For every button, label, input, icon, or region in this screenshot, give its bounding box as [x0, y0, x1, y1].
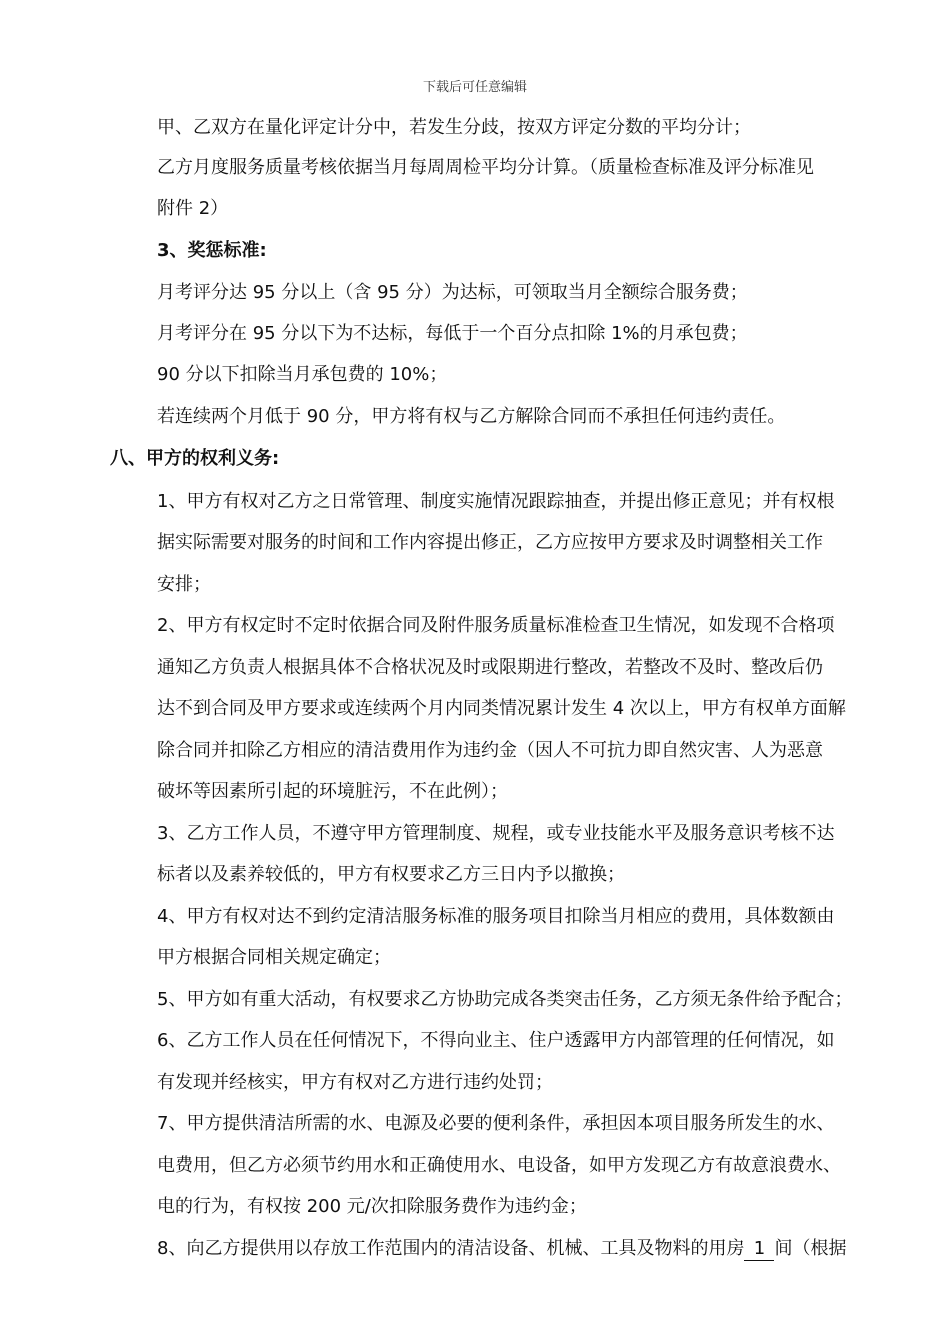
paragraph-line: 据实际需要对服务的时间和工作内容提出修正，乙方应按甲方要求及时调整相关工作 [157, 532, 823, 553]
paragraph-line: 甲方根据合同相关规定确定； [157, 947, 391, 968]
paragraph-line: 2、甲方有权定时不定时依据合同及附件服务质量标准检查卫生情况，如发现不合格项 [157, 615, 835, 636]
paragraph-line: 月考评分在 95 分以下为不达标，每低于一个百分点扣除 1%的月承包费； [157, 323, 748, 344]
section-heading: 3、奖惩标准: [157, 240, 267, 261]
paragraph-line: 标者以及素养较低的，甲方有权要求乙方三日内予以撤换； [157, 864, 625, 885]
paragraph-line: 3、乙方工作人员，不遵守甲方管理制度、规程，或专业技能水平及服务意识考核不达 [157, 823, 835, 844]
paragraph-line: 安排； [157, 574, 211, 595]
paragraph-line: 甲、乙双方在量化评定计分中，若发生分歧，按双方评定分数的平均分计； [157, 117, 751, 138]
paragraph-line: 若连续两个月低于 90 分，甲方将有权与乙方解除合同而不承担任何违约责任。 [157, 406, 786, 427]
line-text-before: 8、向乙方提供用以存放工作范围内的清洁设备、机械、工具及物料的用房 [157, 1238, 745, 1259]
paragraph-line: 乙方月度服务质量考核依据当月每周周检平均分计算。（质量检查标准及评分标准见 [157, 157, 814, 178]
paragraph-line: 附件 2） [157, 198, 229, 219]
chapter-heading: 八、甲方的权利义务: [110, 448, 280, 469]
paragraph-line [157, 1236, 846, 1262]
paragraph-line: 电的行为，有权按 200 元/次扣除服务费作为违约金； [157, 1196, 587, 1217]
page-header: 下载后可任意编辑 [422, 80, 527, 95]
paragraph-line: 除合同并扣除乙方相应的清洁费用作为违约金（因人不可抗力即自然灾害、人为恶意 [157, 740, 823, 761]
paragraph-line: 有发现并经核实，甲方有权对乙方进行违约处罚； [157, 1072, 553, 1093]
paragraph-line: 破坏等因素所引起的环境脏污，不在此例）； [157, 781, 508, 802]
paragraph-line: 5、甲方如有重大活动，有权要求乙方协助完成各类突击任务，乙方须无条件给予配合； [157, 989, 853, 1010]
paragraph-line: 90 分以下扣除当月承包费的 10%； [157, 364, 448, 385]
line-text-after: 间（根据 [774, 1238, 847, 1259]
paragraph-line: 7、甲方提供清洁所需的水、电源及必要的便利条件，承担因本项目服务所发生的水、 [157, 1113, 835, 1134]
room-count-blank: 1 [744, 1238, 774, 1261]
paragraph-line: 电费用，但乙方必须节约用水和正确使用水、电设备，如甲方发现乙方有故意浪费水、 [157, 1155, 841, 1176]
paragraph-line: 达不到合同及甲方要求或连续两个月内同类情况累计发生 4 次以上，甲方有权单方面解 [157, 698, 846, 719]
paragraph-line: 通知乙方负责人根据具体不合格状况及时或限期进行整改，若整改不及时、整改后仍 [157, 657, 823, 678]
paragraph-line: 1、甲方有权对乙方之日常管理、制度实施情况跟踪抽查，并提出修正意见；并有权根 [157, 491, 835, 512]
paragraph-line: 6、乙方工作人员在任何情况下，不得向业主、住户透露甲方内部管理的任何情况，如 [157, 1030, 835, 1051]
paragraph-line: 月考评分达 95 分以上（含 95 分）为达标，可领取当月全额综合服务费； [157, 282, 748, 303]
paragraph-line: 4、甲方有权对达不到约定清洁服务标准的服务项目扣除当月相应的费用，具体数额由 [157, 906, 835, 927]
